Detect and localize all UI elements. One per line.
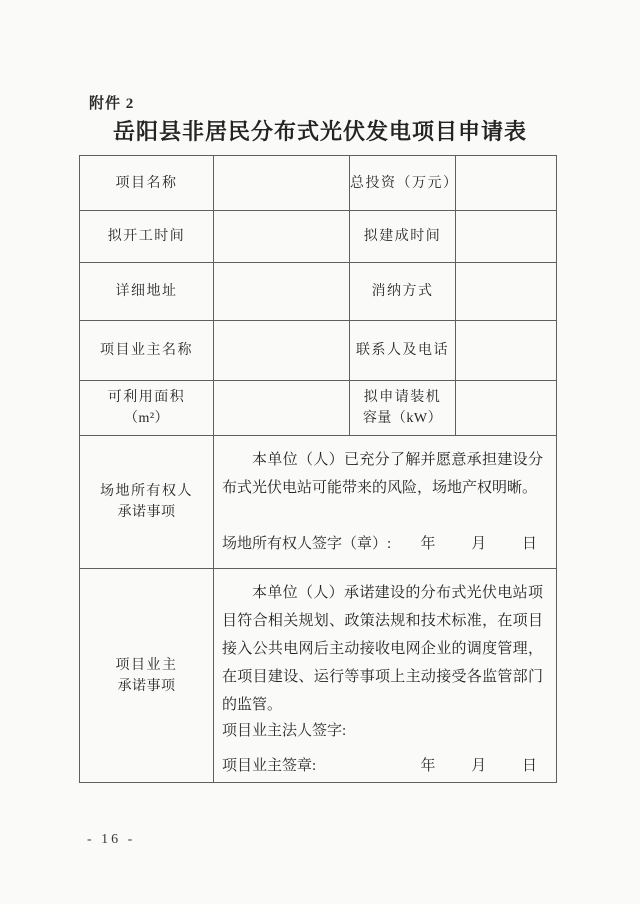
page-title: 岳阳县非居民分布式光伏发电项目申请表 [112, 119, 527, 144]
label-project-owner-commitment [80, 569, 214, 783]
attachment-label: 附件 2 [89, 96, 135, 112]
field-label: 拟申请装机 [363, 390, 442, 405]
field-label: 拟建成时间 [363, 229, 442, 244]
field-label: 项目业主名称 [100, 343, 193, 358]
field-label-sub: 容量（kW） [362, 411, 443, 426]
site-owner-signature-label: 场地所有权人签字（章）: [222, 535, 392, 552]
field-label: 项目名称 [115, 175, 178, 191]
label-site-owner-commitment [80, 436, 214, 569]
field-label: 消纳方式 [371, 284, 434, 299]
page-number: - 16 - [87, 832, 136, 847]
project-owner-seal-label: 项目业主签章: [222, 757, 317, 774]
field-label: 可利用面积 [107, 390, 186, 405]
project-owner-seal-row [222, 754, 543, 778]
date-year-label: 年 [420, 757, 436, 774]
label-planned-start-date [80, 211, 214, 263]
table-row [80, 211, 557, 263]
value-contact-phone [456, 321, 557, 381]
date-fields [420, 532, 537, 556]
label-consumption-mode [350, 263, 456, 321]
value-total-investment [456, 156, 557, 211]
field-label: 联系人及电话 [356, 343, 449, 358]
date-day-label: 日 [521, 535, 537, 552]
value-owner-name [214, 321, 350, 381]
section-label-line2: 承诺事项 [117, 678, 176, 694]
value-planned-completion-date [456, 211, 557, 263]
label-installed-capacity [350, 381, 456, 436]
site-owner-statement: 本单位（人）已充分了解并愿意承担建设分布式光伏电站可能带来的风险，场地产权明晰。 [222, 451, 543, 496]
table-row [80, 156, 557, 211]
label-usable-area [80, 381, 214, 436]
table-row [80, 381, 557, 436]
site-owner-commitment-content [214, 436, 557, 569]
project-owner-commitment-content [214, 569, 557, 783]
field-label: 拟开工时间 [107, 229, 186, 244]
value-installed-capacity [456, 381, 557, 436]
label-project-name [80, 156, 214, 211]
value-detailed-address [214, 263, 350, 321]
legal-person-signature-label: 项目业主法人签字: [222, 722, 347, 739]
table-row [80, 321, 557, 381]
table-row [80, 263, 557, 321]
section-label-line2: 承诺事项 [117, 505, 176, 520]
date-day-label: 日 [521, 757, 537, 774]
section-label-line1: 场地所有权人 [100, 484, 193, 499]
application-form-table [79, 155, 557, 783]
project-owner-signature-block [222, 719, 543, 778]
label-planned-completion-date [350, 211, 456, 263]
value-planned-start-date [214, 211, 350, 263]
date-year-label: 年 [420, 535, 436, 552]
date-month-label: 月 [471, 535, 487, 552]
date-fields [420, 754, 537, 778]
table-row [80, 569, 557, 783]
project-owner-statement: 本单位（人）承诺建设的分布式光伏电站项目符合相关规划、政策法规和技术标准，在项目接入公共电网后主动接收电网企业的调度管理，在项目建设、运行等事项上主动接受各监管部门的监管。 [222, 584, 543, 713]
site-owner-signature-row [222, 532, 543, 556]
field-label-sub: （m²） [123, 411, 170, 426]
site-owner-commitment-inner [214, 437, 556, 568]
label-owner-name [80, 321, 214, 381]
value-consumption-mode [456, 263, 557, 321]
table-row [80, 436, 557, 569]
field-label: 详细地址 [115, 284, 178, 299]
date-month-label: 月 [471, 757, 487, 774]
value-usable-area [214, 381, 350, 436]
label-contact-phone [350, 321, 456, 381]
label-total-investment [350, 156, 459, 211]
value-project-name [214, 156, 350, 211]
label-detailed-address [80, 263, 214, 321]
project-owner-commitment-inner [214, 570, 556, 782]
field-label: 总投资（万元） [350, 175, 459, 191]
section-label-line1: 项目业主 [115, 657, 178, 673]
